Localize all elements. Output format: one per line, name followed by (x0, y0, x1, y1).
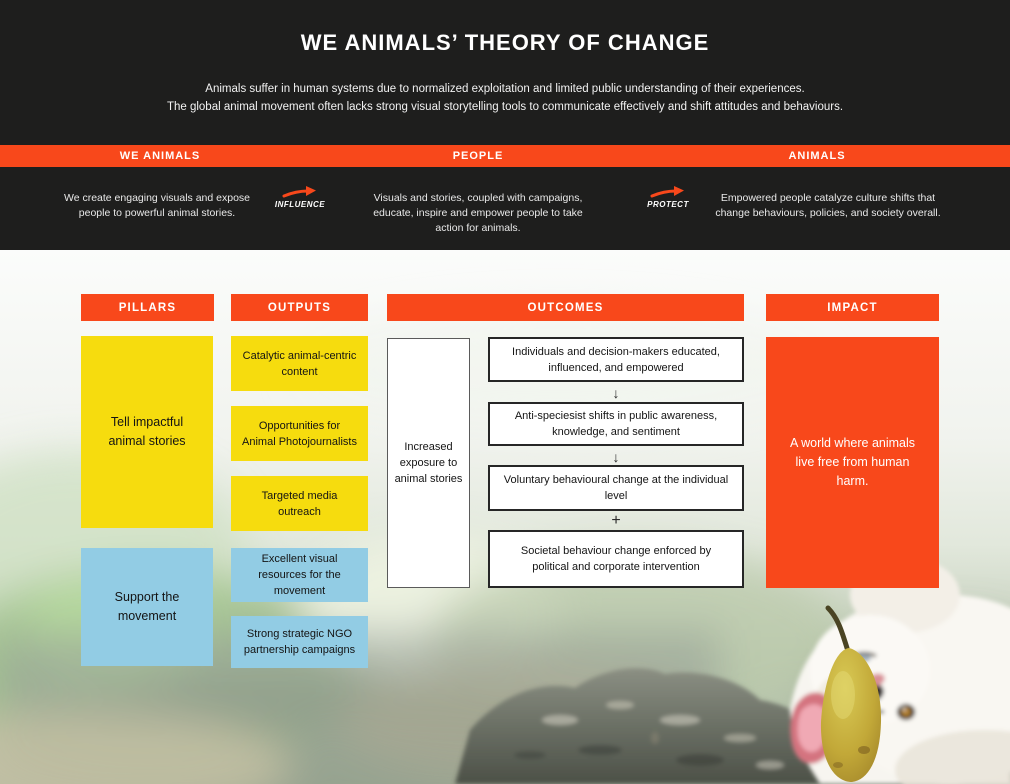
outcome-voluntary-behavioural-change: Voluntary behavioural change at the individual level (488, 465, 744, 511)
subtitle-line-2: The global animal movement often lacks strong visual storytelling tools to communicate effectively and shift attitudes and behaviours. (166, 101, 844, 113)
outputs-column-header: OUTPUTS (231, 294, 368, 321)
subtitle-line-1: Animals suffer in human systems due to normalized exploitation and limited public understanding of their experiences. (205, 83, 805, 95)
flow-bar-label-people: PEOPLE (452, 150, 504, 162)
impact-statement: A world where animals live free from human harm. (766, 337, 939, 588)
outcome-individuals-educated: Individuals and decision-makers educated, influenced, and empowered (488, 337, 744, 382)
page-title: WE ANIMALS’ THEORY OF CHANGE (300, 30, 710, 55)
down-arrow-icon: ↓ (612, 449, 620, 465)
pillars-column-header: PILLARS (81, 294, 214, 321)
output-photojournalist-opportunities: Opportunities for Animal Photojournalists (231, 406, 368, 461)
down-arrow-icon: ↓ (612, 385, 620, 401)
page-subtitle (0, 80, 1010, 116)
impact-column-header: IMPACT (766, 294, 939, 321)
plus-icon: + (611, 512, 621, 529)
flow-bar-label-we-animals: WE ANIMALS (119, 150, 201, 162)
output-targeted-media-outreach: Targeted media outreach (231, 476, 368, 531)
outcome-increased-exposure: Increased exposure to animal stories (387, 338, 470, 588)
flow-text-people: Visuals and stories, coupled with campaigns, educate, inspire and empower people to take action for animals. (373, 192, 583, 234)
flow-bar-label-animals: ANIMALS (788, 150, 846, 162)
protect-label: PROTECT (647, 200, 689, 209)
protect-arrow (633, 185, 703, 209)
output-catalytic-content: Catalytic animal-centric content (231, 336, 368, 391)
flow-header-bar (0, 145, 1010, 167)
output-ngo-partnership-campaigns: Strong strategic NGO partnership campaigns (231, 616, 368, 668)
outcome-anti-speciesist-shifts: Anti-speciesist shifts in public awareness, knowledge, and sentiment (488, 402, 744, 446)
output-visual-resources: Excellent visual resources for the movement (231, 548, 368, 602)
pillar-tell-impactful-animal-stories: Tell impactful animal stories (81, 336, 213, 528)
right-arrow-icon (650, 185, 686, 199)
flow-text-animals: Empowered people catalyze culture shifts that change behaviours, policies, and society overall. (715, 192, 941, 219)
influence-label: INFLUENCE (274, 200, 326, 209)
pillar-support-the-movement: Support the movement (81, 548, 213, 666)
outcome-societal-behaviour-change: Societal behaviour change enforced by political and corporate intervention (488, 530, 744, 588)
flow-text-we-animals: We create engaging visuals and expose people to powerful animal stories. (63, 192, 250, 219)
outcomes-column-header: OUTCOMES (387, 294, 744, 321)
influence-arrow (265, 185, 335, 209)
right-arrow-icon (282, 185, 318, 199)
header-section (0, 0, 1010, 250)
